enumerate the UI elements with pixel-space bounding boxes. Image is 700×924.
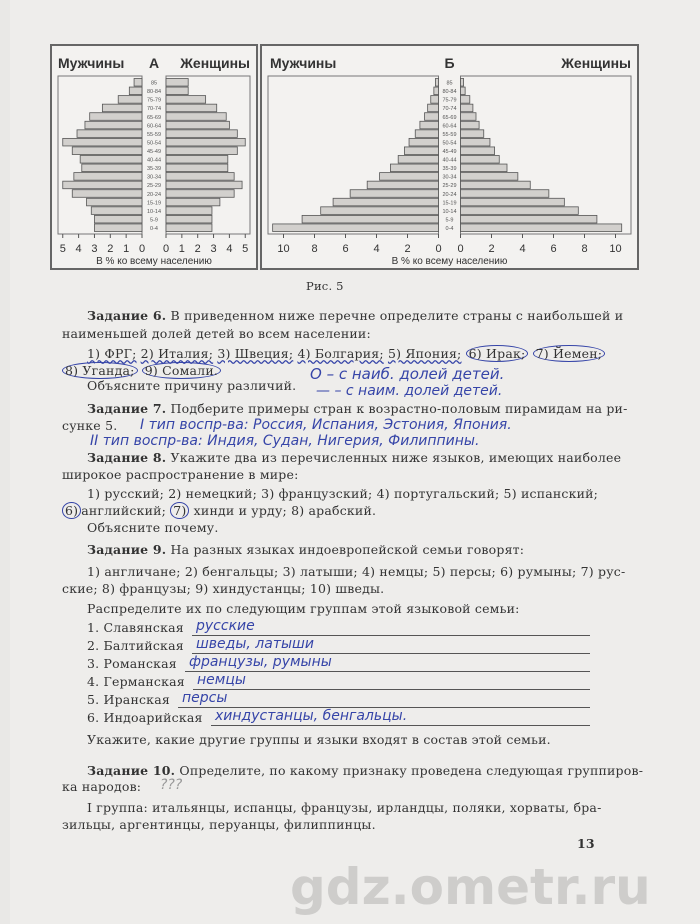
- tick-label: 8: [581, 243, 588, 255]
- bar-women: [461, 156, 500, 164]
- bar-men: [367, 181, 438, 189]
- women-label: Женщины: [180, 55, 250, 71]
- tick-label: 4: [226, 243, 233, 255]
- age-label: 5-9: [150, 217, 158, 224]
- age-label: 60-64: [146, 123, 162, 130]
- bar-women: [461, 164, 508, 172]
- tick-label: 0: [162, 243, 170, 255]
- bar-men: [425, 113, 439, 121]
- bar-men: [90, 113, 142, 121]
- handwritten-answer: хиндустанцы, бенгальцы.: [215, 708, 408, 724]
- bar-women: [461, 121, 480, 129]
- age-label: 5-9: [445, 217, 454, 224]
- bar-men: [350, 190, 438, 198]
- task6-item: 7) Йемен;: [533, 345, 606, 362]
- bar-men: [129, 87, 142, 95]
- task9-line1: [87, 542, 524, 557]
- bar-men: [398, 156, 438, 164]
- men-label: Мужчины: [58, 55, 125, 71]
- task8-item-7: 7): [170, 502, 189, 519]
- axis-label: В % ко всему населению: [96, 256, 212, 267]
- task9-other: Укажите, какие другие группы и языки входят в состав этой семьи.: [87, 732, 551, 747]
- language-group-label: 3. Романская: [87, 656, 177, 671]
- task6-item: 1) ФРГ;: [87, 346, 137, 361]
- task6-items-line1: [87, 346, 605, 361]
- task9-list2: ские; 8) французы; 9) хиндустанцы; 10) шведы.: [62, 581, 385, 596]
- age-label: 25-29: [442, 183, 457, 190]
- bar-men: [77, 130, 142, 138]
- bar-men: [333, 198, 438, 206]
- bar-men: [102, 104, 142, 112]
- task6-item: 9) Сомали.: [142, 362, 221, 379]
- bar-women: [166, 130, 237, 138]
- age-label: 35-39: [146, 166, 162, 173]
- bar-women: [166, 147, 237, 155]
- task8-list-line1: 1) русский; 2) немецкий; 3) французский; 4) португальский; 5) испанский;: [87, 486, 599, 501]
- task9-distribute: Распределите их по следующим группам этой языковой семьи:: [87, 601, 520, 616]
- task10-title: Задание 10.: [87, 763, 176, 778]
- bar-men: [435, 79, 438, 87]
- task6-item: 3) Швеция;: [217, 346, 294, 361]
- task8-line1: [87, 450, 621, 465]
- bar-men: [87, 198, 142, 206]
- task7-text: Подберите примеры стран к возрастно-половым пирамидам на ри-: [170, 401, 628, 416]
- task9-text: На разных языках индоевропейской семьи говорят:: [170, 542, 525, 557]
- bar-men: [63, 138, 142, 146]
- bar-women: [461, 224, 622, 232]
- bar-men: [85, 121, 142, 129]
- bar-men: [74, 173, 142, 181]
- age-label: 0-4: [445, 226, 454, 232]
- age-label: 70-74: [146, 106, 162, 113]
- age-label: 20-24: [146, 191, 162, 198]
- bar-women: [461, 215, 597, 223]
- task6-line1: [87, 308, 623, 323]
- age-label: 65-69: [146, 114, 162, 121]
- task10-group1-line1: I группа: итальянцы, испанцы, французы, ирландцы, поляки, хорваты, бра-: [87, 800, 602, 815]
- pyramid-label: А: [148, 55, 160, 71]
- bar-women: [166, 164, 228, 172]
- tick-label: 2: [194, 243, 201, 255]
- tick-label: 8: [311, 243, 318, 255]
- tick-label: 0: [435, 243, 442, 255]
- handwritten-answer: I тип воспр-ва: Россия, Испания, Эстония, Япония.: [140, 417, 512, 433]
- bar-women: [166, 96, 206, 104]
- bar-women: [166, 215, 212, 223]
- bar-men: [390, 164, 438, 172]
- handwritten-answer: немцы: [197, 672, 246, 688]
- age-label: 40-44: [146, 157, 162, 164]
- bar-women: [461, 181, 531, 189]
- bar-women: [166, 224, 212, 232]
- bar-women: [166, 138, 245, 146]
- age-label: 65-69: [442, 114, 457, 121]
- age-label: 15-19: [442, 200, 457, 207]
- task9-title: Задание 9.: [87, 542, 167, 557]
- age-label: 50-54: [146, 140, 162, 147]
- bar-women: [461, 147, 495, 155]
- bar-men: [94, 215, 142, 223]
- bar-men: [63, 181, 142, 189]
- bar-women: [461, 173, 518, 181]
- task10-line1: [87, 763, 643, 778]
- bar-men: [82, 164, 142, 172]
- bar-women: [461, 87, 466, 95]
- bar-women: [461, 96, 470, 104]
- handwritten-answer: — – с наим. долей детей.: [316, 383, 503, 399]
- task8-line2: широкое распространение в мире:: [62, 467, 299, 482]
- age-label: 40-44: [442, 157, 457, 164]
- age-label: 85: [446, 80, 453, 87]
- age-label: 15-19: [146, 200, 162, 207]
- age-label: 20-24: [442, 191, 457, 198]
- task8-title: Задание 8.: [87, 450, 167, 465]
- bar-women: [461, 113, 477, 121]
- bar-men: [273, 224, 439, 232]
- page-number: 13: [577, 836, 595, 851]
- bar-women: [166, 79, 188, 87]
- pyramid-b-chart: [262, 46, 637, 268]
- task6-line2: наименьшей долей детей во всем населении:: [62, 326, 371, 341]
- bar-men: [434, 87, 439, 95]
- bar-women: [461, 198, 565, 206]
- task6-item: 4) Болгария;: [297, 346, 384, 361]
- task10-text: Определите, по какому признаку проведена следующая группиров-: [179, 763, 644, 778]
- tick-label: 5: [242, 243, 249, 255]
- tick-label: 10: [277, 243, 290, 255]
- bar-men: [321, 207, 439, 215]
- tick-label: 0: [457, 243, 464, 255]
- bar-men: [72, 147, 142, 155]
- tick-label: 3: [91, 243, 98, 255]
- bar-men: [428, 104, 439, 112]
- age-label: 70-74: [442, 106, 457, 113]
- bar-women: [461, 207, 579, 215]
- bar-women: [166, 198, 220, 206]
- age-label: 75-79: [146, 97, 162, 104]
- bar-men: [409, 138, 438, 146]
- language-group-label: 6. Индоарийская: [87, 710, 203, 725]
- bar-men: [80, 156, 142, 164]
- tick-label: 1: [123, 243, 130, 255]
- age-label: 30-34: [146, 174, 162, 181]
- age-label: 45-49: [146, 149, 162, 155]
- task6-item: 2) Италия;: [140, 346, 214, 361]
- age-label: 45-49: [442, 149, 457, 155]
- task9-list1: 1) англичане; 2) бенгальцы; 3) латыши; 4) немцы; 5) персы; 6) румыны; 7) рус-: [87, 564, 626, 579]
- pyramid-a-chart: [52, 46, 256, 268]
- task7-title: Задание 7.: [87, 401, 167, 416]
- bar-women: [166, 121, 229, 129]
- bar-men: [404, 147, 438, 155]
- bar-women: [166, 190, 234, 198]
- task8-list-line2: [62, 503, 376, 518]
- task6-text: В приведенном ниже перечне определите страны с наибольшей и: [170, 308, 624, 323]
- tick-label: 4: [373, 243, 380, 255]
- bar-women: [166, 156, 228, 164]
- tick-label: 4: [75, 243, 82, 255]
- task10-line2: ка народов:: [62, 779, 142, 794]
- bar-women: [461, 79, 464, 87]
- bar-women: [166, 104, 217, 112]
- task6-explain: Объясните причину различий.: [87, 378, 297, 393]
- tick-label: 4: [519, 243, 526, 255]
- tick-label: 0: [138, 243, 146, 255]
- bar-women: [166, 173, 234, 181]
- tick-label: 2: [107, 243, 114, 255]
- age-label: 80-84: [442, 89, 457, 96]
- pyramid-label: Б: [444, 55, 455, 71]
- age-label: 85: [150, 80, 158, 87]
- age-label: 10-14: [146, 208, 162, 215]
- tick-label: 10: [609, 243, 622, 255]
- language-group-label: 1. Славянская: [87, 620, 184, 635]
- task8-item-6-text: английский;: [81, 503, 167, 518]
- tick-label: 5: [59, 243, 66, 255]
- handwritten-answer: русские: [196, 618, 255, 634]
- age-label: 80-84: [146, 89, 162, 96]
- age-label: 0-4: [150, 226, 158, 232]
- handwritten-answer: французы, румыны: [189, 654, 332, 670]
- language-group-label: 4. Германская: [87, 674, 185, 689]
- task7-line1: [87, 401, 628, 416]
- age-label: 25-29: [146, 183, 162, 190]
- bar-men: [118, 96, 142, 104]
- age-label: 55-59: [146, 131, 162, 138]
- tick-label: 6: [550, 243, 557, 255]
- bar-women: [461, 190, 549, 198]
- figure-caption: Рис. 5: [306, 279, 344, 293]
- tick-label: 3: [210, 243, 217, 255]
- task10-group1-line2: зильцы, аргентинцы, перуанцы, филиппинцы.: [62, 817, 376, 832]
- tick-label: 2: [404, 243, 411, 255]
- bar-men: [415, 130, 438, 138]
- men-label: Мужчины: [270, 55, 337, 71]
- axis-label: В % ко всему населению: [391, 256, 508, 267]
- tick-label: 2: [488, 243, 495, 255]
- bar-men: [431, 96, 439, 104]
- age-label: 75-79: [442, 97, 457, 104]
- task6-item: 6) Ирак;: [466, 345, 529, 362]
- bar-women: [166, 207, 212, 215]
- language-group-label: 2. Балтийская: [87, 638, 184, 653]
- tick-label: 1: [178, 243, 185, 255]
- age-label: 60-64: [442, 123, 457, 130]
- answer-line: [211, 725, 590, 726]
- task8-explain: Объясните почему.: [87, 520, 219, 535]
- handwritten-answer: персы: [182, 690, 228, 706]
- task6-title: Задание 6.: [87, 308, 167, 323]
- watermark: gdz.ometr.ru: [290, 858, 651, 916]
- bar-men: [134, 79, 142, 87]
- answer-line: [193, 689, 590, 690]
- bar-women: [461, 138, 490, 146]
- task8-item-7-text: хинди и урду; 8) арабский.: [193, 503, 377, 518]
- task8-item-6: 6): [62, 502, 81, 519]
- women-label: Женщины: [561, 55, 631, 71]
- task6-item: 8) Уганда;: [62, 362, 138, 379]
- handwritten-answer: II тип воспр-ва: Индия, Судан, Нигерия, Филиппины.: [90, 433, 480, 449]
- age-label: 55-59: [442, 131, 457, 138]
- age-label: 30-34: [442, 174, 457, 181]
- tick-label: 6: [342, 243, 349, 255]
- age-label: 50-54: [442, 140, 457, 147]
- task8-text: Укажите два из перечисленных ниже языков, имеющих наиболее: [170, 450, 622, 465]
- handwritten-answer: ???: [160, 777, 183, 793]
- bar-women: [461, 104, 473, 112]
- bar-men: [420, 121, 439, 129]
- pyramid-b: [260, 44, 639, 270]
- bar-men: [72, 190, 142, 198]
- age-label: 10-14: [442, 208, 457, 215]
- language-group-label: 5. Иранская: [87, 692, 170, 707]
- bar-men: [94, 224, 142, 232]
- handwritten-answer: шведы, латыши: [196, 636, 314, 652]
- pyramid-a: [50, 44, 258, 270]
- bar-women: [166, 113, 226, 121]
- bar-women: [166, 181, 242, 189]
- handwritten-answer: О – с наиб. долей детей.: [310, 365, 505, 383]
- task7-line2: сунке 5.: [62, 418, 118, 433]
- age-label: 35-39: [442, 166, 457, 173]
- bar-men: [380, 173, 439, 181]
- bar-women: [461, 130, 484, 138]
- bar-women: [166, 87, 188, 95]
- bar-men: [91, 207, 142, 215]
- task6-items-line2: [62, 363, 221, 378]
- bar-men: [302, 215, 438, 223]
- task6-item: 5) Япония;: [387, 346, 462, 361]
